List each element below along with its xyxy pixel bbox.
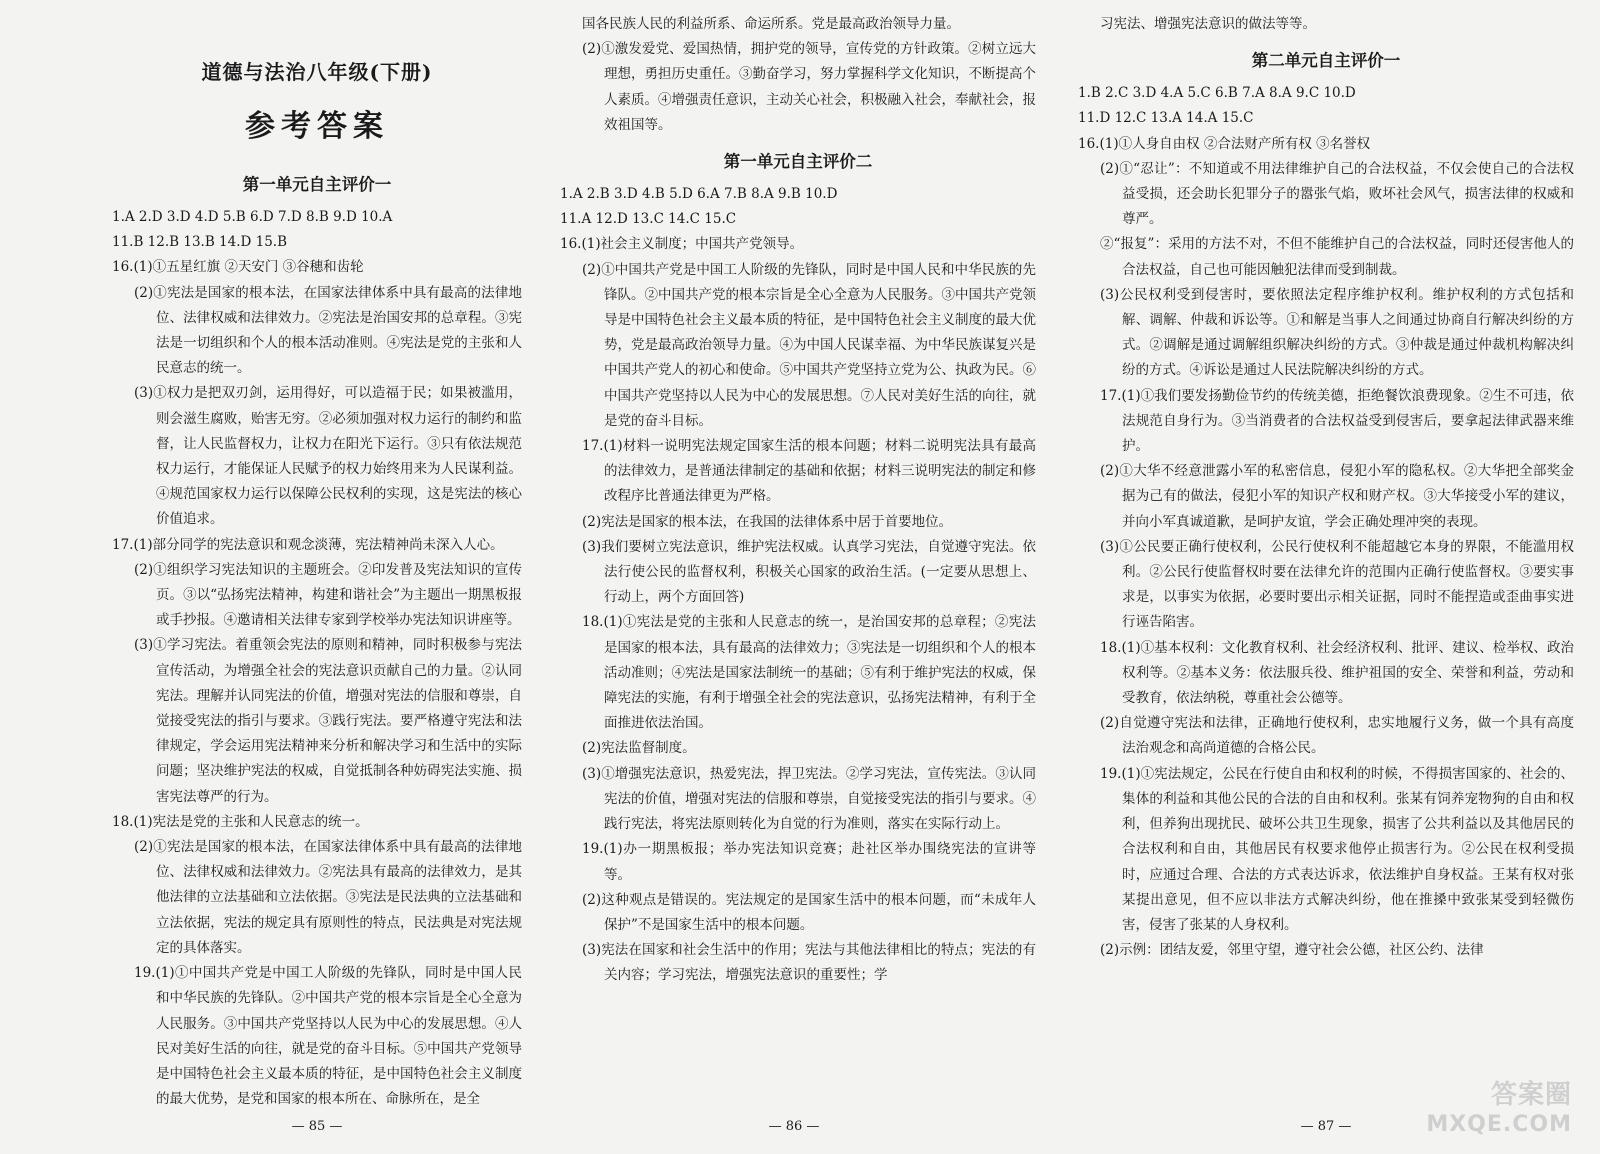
- answer-line: 18.(1)①基本权利：文化教育权利、社会经济权利、批评、建议、检举权、政治权利等。②基本义务：依法服兵役、维护祖国的安全、荣誉和利益，劳动和受教育，依法纳税，尊重社会公德等。: [1100, 639, 1574, 707]
- answer-line: (3)①增强宪法意识，热爱宪法，捍卫宪法。②学习宪法，宣传宪法。③认同宪法的价值，增强对宪法的信服和尊崇，自觉接受宪法的指引与要求。④践行宪法，将宪法原则转化为自觉的行为准则，落实在实际行动上。: [582, 765, 1036, 833]
- answer-line: 11.B 12.B 13.B 14.D 15.B: [112, 234, 288, 251]
- answer-line: (3)①学习宪法。着重领会宪法的原则和精神，同时积极参与宪法宣传活动，为增强全社会的宪法意识贡献自己的力量。②认同宪法。理解并认同宪法的价值，增强对宪法的信服和尊崇，自觉接受宪法的指引与要求。③践行宪法。要严格遵守宪法和法律规定，学会运用宪法精神来分析和解决学习和生活中的实际问题；坚决维护宪法的权威，自觉抵制各种妨碍宪法实施、损害宪法尊严的行为。: [134, 637, 522, 805]
- answer-line: 1.A 2.D 3.D 4.D 5.B 6.D 7.D 8.B 9.D 10.A: [112, 209, 393, 225]
- section-title-unit2-eval1: 第二单元自主评价一: [1251, 51, 1401, 71]
- answer-line: 17.(1)部分同学的宪法意识和观念淡薄，宪法精神尚未深入人心。: [112, 536, 504, 553]
- answer-line: (3)①权力是把双刃剑，运用得好，可以造福于民；如果被滥用，则会滋生腐败，贻害无穷。②必须加强对权力运行的制约和监督，让人民监督权力，让权力在阳光下运行。③只有依法规范权力运行，才能保证人民赋予的权力始终用来为人民谋利益。④规范国家权力运行以保障公民权利的实现，这是宪法的核心价值追求。: [134, 385, 522, 528]
- answer-line: 11.D 12.C 13.A 14.A 15.C: [1078, 110, 1254, 127]
- answer-line: 18.(1)①宪法是党的主张和人民意志的统一，是治国安邦的总章程；②宪法是国家的根本法，具有最高的法律效力；③宪法是一切组织和个人的根本活动准则；④宪法是国家法制统一的基础；⑤有利于维护宪法的权威，保障宪法的实施，有利于增强全社会的宪法意识，弘扬宪法精神，有利于全面推进依法治国。: [582, 614, 1036, 732]
- answer-line: ②“报复”：采用的方法不对，不但不能维护自己的合法权益，同时还侵害他人的合法权益，自己也可能因触犯法律而受到制裁。: [1100, 236, 1574, 278]
- answer-line: (2)①宪法是国家的根本法，在国家法律体系中具有最高的法律地位、法律权威和法律效力。②宪法具有最高的法律效力，是其他法律的立法基础和立法依据。③宪法是民法典的立法基础和立法依据，宪法的规定具有原则性的特点，民法典是对宪法规定的具体落实。: [134, 839, 522, 956]
- page-86: [536, 0, 1052, 1154]
- answer-title: 参考答案: [245, 109, 389, 144]
- answer-line: 18.(1)宪法是党的主张和人民意志的统一。: [112, 813, 369, 830]
- answer-line: 19.(1)①宪法规定，公民在行使自由和权利的时候，不得损害国家的、社会的、集体的利益和其他公民的合法的自由和权利。张某有饲养宠物狗的自由和权利，但养狗出现扰民、破坏公共卫生现象，损害了公共利益以及其他居民的合法权利和自由，其他居民有权要求他停止损害行为。②公民在权利受损时，应通过合理、合法的方式表达诉求，依法维护自身权益。王某有权对张某提出意见，但不应以非法方式解决纠纷，他在推搡中致张某受到轻微伤害，侵害了张某的人身权利。: [1100, 765, 1574, 933]
- answer-line: (2)①中国共产党是中国工人阶级的先锋队，同时是中国人民和中华民族的先锋队。②中国共产党的根本宗旨是全心全意为人民服务。③中国共产党领导是中国特色社会主义最本质的特征，是中国特色社会主义制度的最大优势，党是最高政治领导力量。④为中国人民谋幸福、为中华民族谋复兴是中国共产党人的初心和使命。⑤中国共产党坚持立党为公、执政为民。⑥中国共产党坚持以人民为中心的发展思想。⑦人民对美好生活的向往，就是党的奋斗目标。: [582, 261, 1036, 429]
- answer-line: 16.(1)①五星红旗 ②天安门 ③谷穗和齿轮: [112, 259, 364, 276]
- section-title-unit1-eval1: 第一单元自主评价一: [242, 175, 392, 194]
- answer-line: 17.(1)①我们要发扬勤俭节约的传统美德，拒绝餐饮浪费现象。②生不可违，依法规范自身行为。③当消费者的合法权益受到侵害后，要拿起法律武器来维护。: [1100, 387, 1574, 455]
- answer-line: 19.(1)①中国共产党是中国工人阶级的先锋队，同时是中国人民和中华民族的先锋队。②中国共产党的根本宗旨是全心全意为人民服务。③中国共产党坚持以人民为中心的发展思想。④人民对美好生活的向往，就是党的奋斗目标。⑤中国共产党领导是中国特色社会主义最本质的特征，是中国特色社会主义制度的最大优势，是党和国家的根本所在、命脉所在，是全: [134, 965, 522, 1108]
- page-85: [0, 0, 536, 1154]
- answer-line: (2)示例：团结友爱，邻里守望，遵守社会公德，社区公约、法律: [1100, 942, 1484, 959]
- answer-line: 1.B 2.C 3.D 4.A 5.C 6.B 7.A 8.A 9.C 10.D: [1078, 85, 1356, 102]
- page-number-87: — 87 —: [1300, 1119, 1352, 1134]
- section-title-unit1-eval2: 第一单元自主评价二: [723, 152, 873, 172]
- answer-line: (3)我们要树立宪法意识，维护宪法权威。认真学习宪法，自觉遵守宪法。依法行使公民的监督权利，积极关心国家的政治生活。(一定要从思想上、行动上，两个方面回答): [582, 538, 1036, 606]
- answer-line: 1.A 2.B 3.D 4.B 5.D 6.A 7.B 8.A 9.B 10.D: [560, 186, 838, 203]
- answer-line: 国各民族人民的利益所系、命运所系。党是最高政治领导力量。: [582, 16, 960, 32]
- answer-line: 16.(1)①人身自由权 ②合法财产所有权 ③名誉权: [1078, 135, 1371, 152]
- page-87: [1052, 0, 1600, 1154]
- page-number-85: — 85 —: [291, 1119, 343, 1134]
- answers-87: [1078, 81, 1574, 963]
- answer-line: (3)宪法在国家和社会生活中的作用；宪法与其他法律相比的特点；宪法的有关内容；学习宪法，增强宪法意识的重要性；学: [582, 942, 1036, 984]
- answer-line: 17.(1)材料一说明宪法规定国家生活的根本问题；材料二说明宪法具有最高的法律效力，是普通法律制定的基础和依据；材料三说明宪法的制定和修改程序比普通法律更为严格。: [582, 438, 1036, 505]
- answer-line: 习宪法、增强宪法意识的做法等等。: [1100, 16, 1316, 32]
- page-number-86: — 86 —: [768, 1119, 820, 1134]
- watermark-logo: [1426, 1080, 1572, 1140]
- answer-line: 19.(1)办一期黑板报；举办宪法知识竞赛；赴社区举办围绕宪法的宣讲等等。: [582, 841, 1036, 883]
- answer-line: (2)①“忍让”：不知道或不用法律维护自己的合法权益，不仅会使自己的合法权益受损，还会助长犯罪分子的嚣张气焰，败坏社会风气，损害法律的权威和尊严。: [1100, 160, 1574, 228]
- answer-line: (2)①宪法是国家的根本法，在国家法律体系中具有最高的法律地位、法律权威和法律效力。②宪法是治国安邦的总章程。③宪法是一切组织和个人的根本活动准则。④宪法是党的主张和人民意志的统一。: [134, 284, 522, 377]
- watermark-text-cn: 答案圈: [1490, 1080, 1572, 1110]
- answer-line: (3)公民权利受到侵害时，要依照法定程序维护权利。维护权利的方式包括和解、调解、仲裁和诉讼等。①和解是当事人之间通过协商自行解决纠纷的方式。②调解是通过调解组织解决纠纷的方式。③仲裁是通过仲裁机构解决纠纷的方式。④诉讼是通过人民法院解决纠纷的方式。: [1100, 286, 1574, 379]
- subject-title: 道德与法治八年级(下册): [201, 60, 433, 84]
- answer-line: (2)这种观点是错误的。宪法规定的是国家生活中的根本问题，而“未成年人保护”不是国家生活中的根本问题。: [582, 891, 1036, 933]
- answer-line: (3)①公民要正确行使权利，公民行使权利不能超越它本身的界限，不能滥用权利。②公民行使监督权时要在法律允许的范围内正确行使监督权。③要实事求是，以事实为依据，必要时要出示相关证据，同时不能捏造或歪曲事实进行诬告陷害。: [1100, 538, 1574, 631]
- answers-86: [560, 182, 1036, 989]
- answer-line: (2)宪法是国家的根本法，在我国的法律体系中居于首要地位。: [582, 513, 953, 530]
- watermark-text-url: MXQE.COM: [1426, 1112, 1572, 1137]
- answer-line: (2)宪法监督制度。: [582, 740, 696, 757]
- answer-line: 11.A 12.D 13.C 14.C 15.C: [560, 211, 737, 228]
- answers-87-top: [1078, 12, 1574, 37]
- answer-line: (2)①激发爱党、爱国热情，拥护党的领导，宣传党的方针政策。②树立远大理想，勇担历史重任。③勤奋学习，努力掌握科学文化知识，不断提高个人素质。④增强责任意识，主动关心社会，积极融入社会，奉献社会，报效祖国等。: [582, 41, 1036, 133]
- answer-line: (2)自觉遵守宪法和法律，正确地行使权利，忠实地履行义务，做一个具有高度法治观念和高尚道德的合格公民。: [1100, 715, 1574, 757]
- answer-line: (2)①大华不经意泄露小军的私密信息，侵犯小军的隐私权。②大华把全部奖金据为己有的做法，侵犯小军的知识产权和财产权。③大华接受小军的建议，并向小军真诚道歉，是呵护友谊，学会正确处理冲突的表现。: [1100, 463, 1574, 530]
- answers-85: [112, 205, 522, 1112]
- answer-line: 16.(1)社会主义制度；中国共产党领导。: [560, 236, 804, 253]
- answer-line: (2)①组织学习宪法知识的主题班会。②印发普及宪法知识的宣传页。③以“弘扬宪法精神，构建和谐社会”为主题出一期黑板报或手抄报。④邀请相关法律专家到学校举办宪法知识讲座等。: [134, 561, 522, 629]
- answers-86-top: [560, 12, 1036, 138]
